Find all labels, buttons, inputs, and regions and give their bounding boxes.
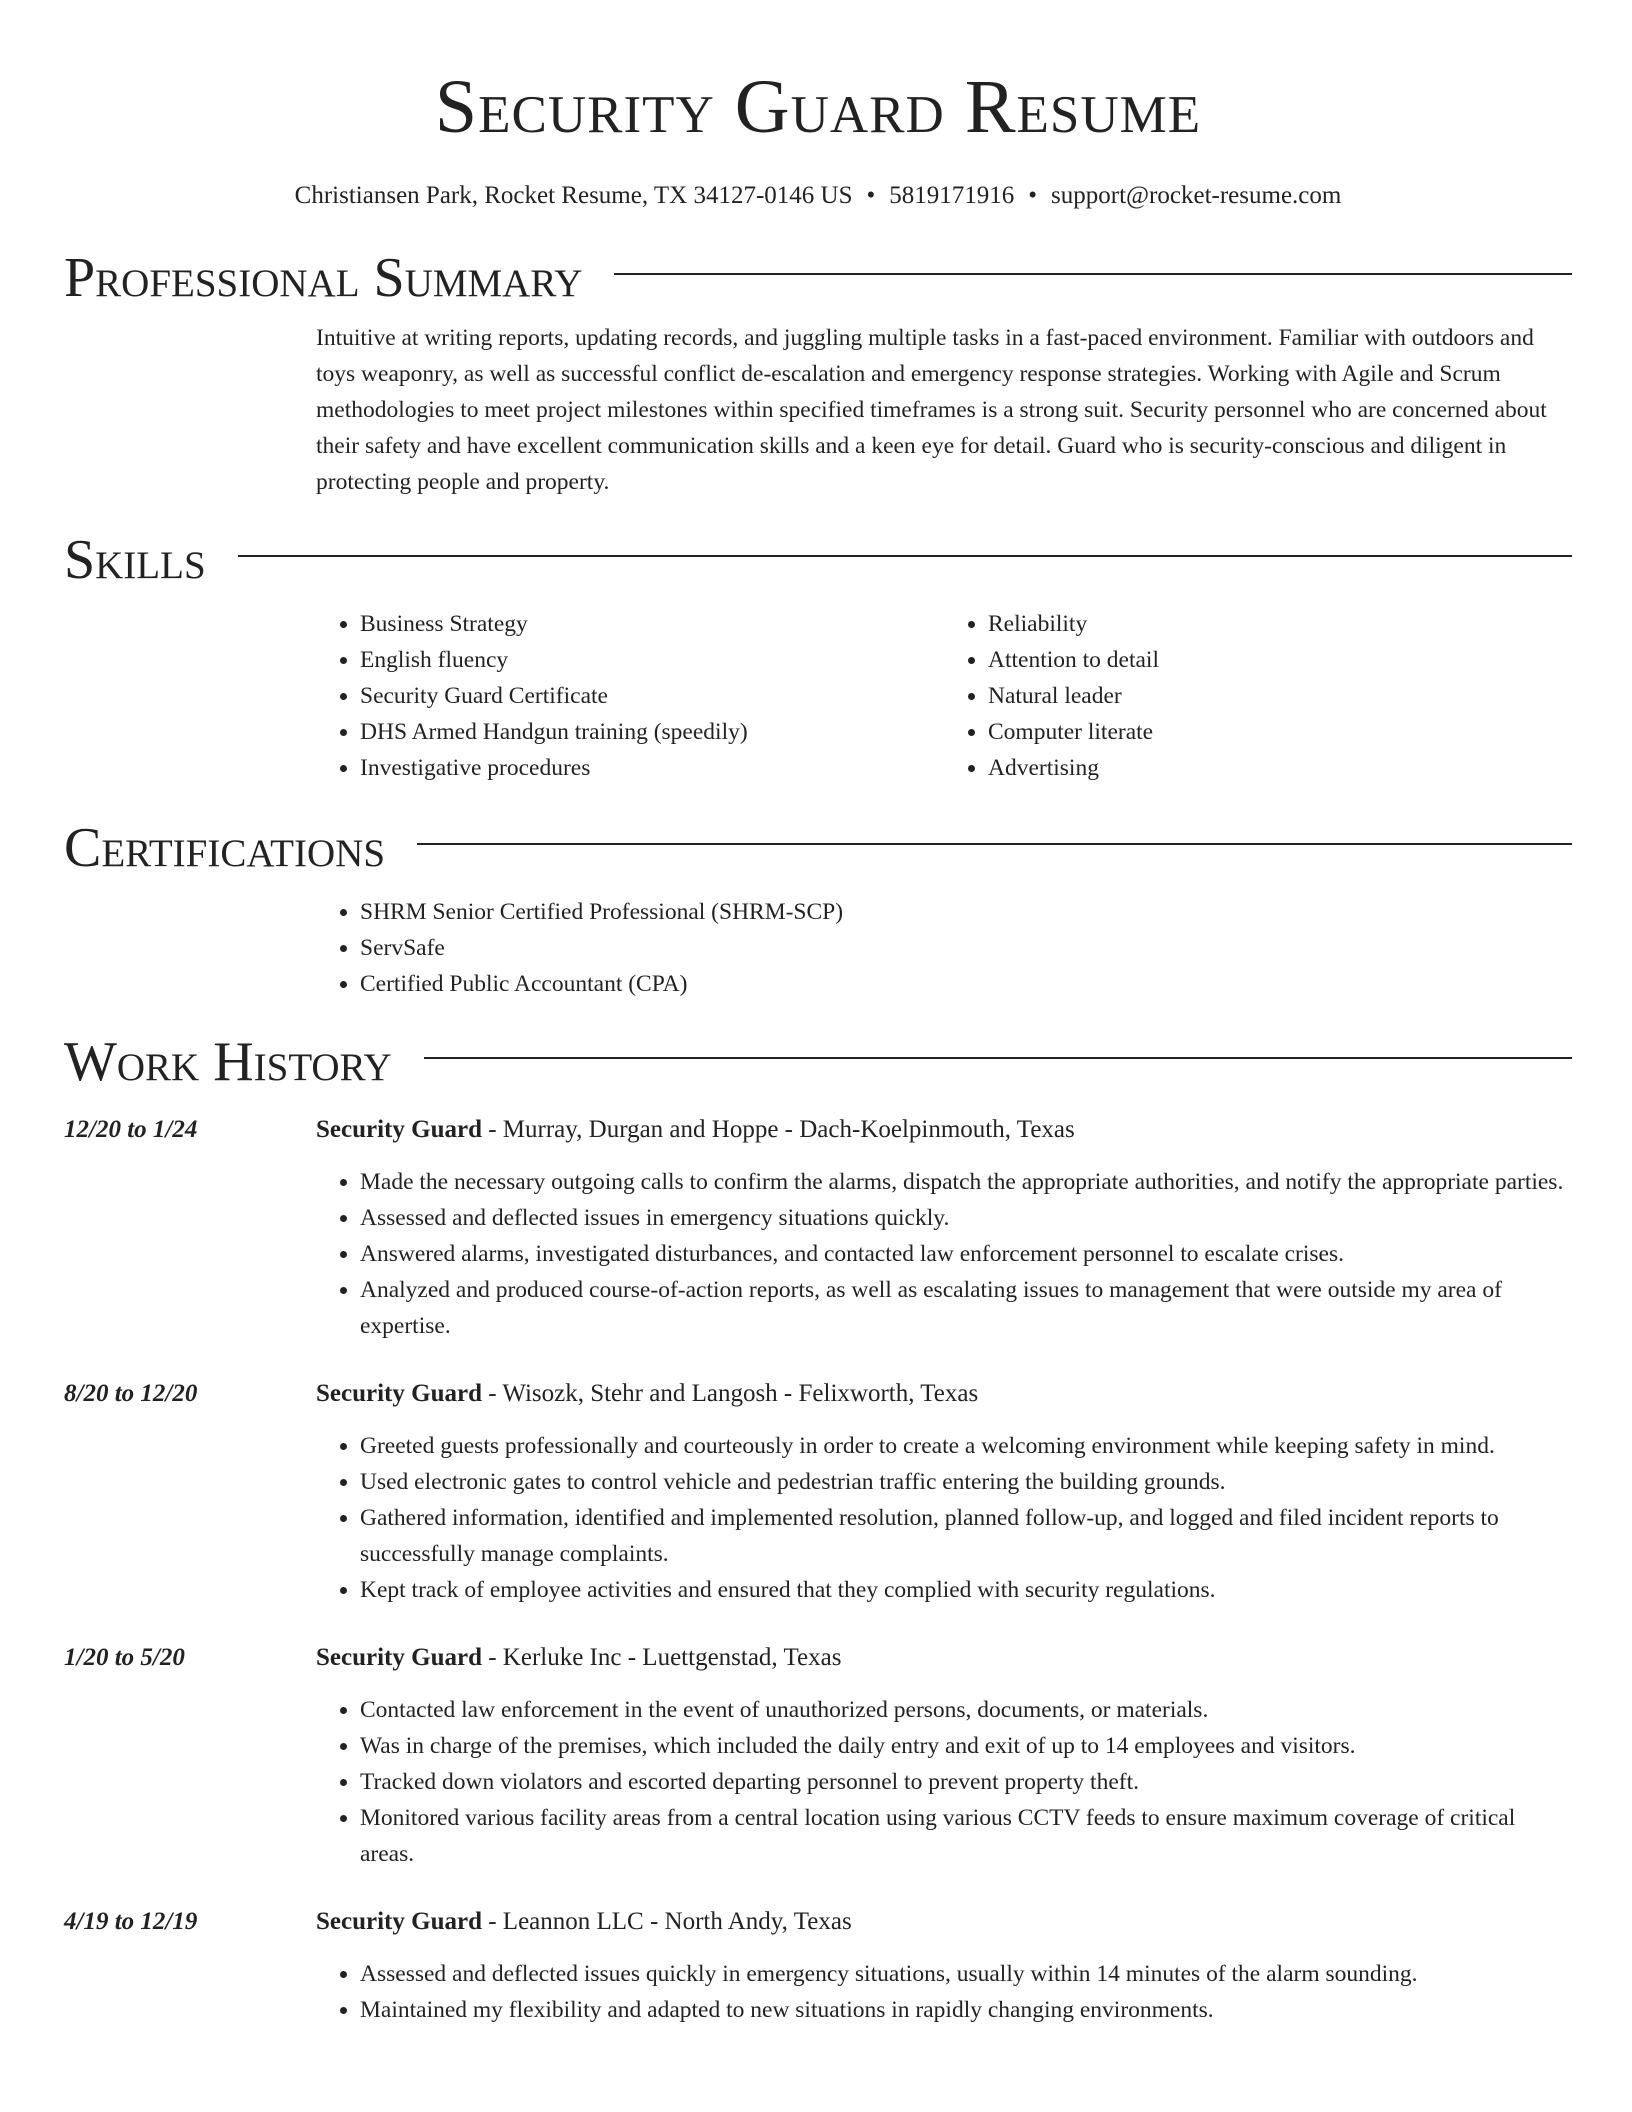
job-title: Security Guard	[316, 1116, 482, 1143]
job-duty: • Monitored various facility areas from a central location using various CCTV feeds to ensure maximum coverage of critical areas.	[360, 1800, 1572, 1872]
job-duty: • Kept track of employee activities and ensured that they complied with security regulations.	[360, 1572, 1572, 1608]
contact-line	[64, 180, 1572, 212]
job-title: Security Guard	[316, 1380, 482, 1407]
certification-item: • SHRM Senior Certified Professional (SHRM-SCP)	[360, 894, 1572, 930]
certification-item: • Certified Public Accountant (CPA)	[360, 966, 1572, 1002]
skills-list-left	[316, 606, 944, 786]
job-duty: • Assessed and deflected issues in emergency situations quickly.	[360, 1200, 1572, 1236]
job-duties-list	[316, 1164, 1572, 1344]
job-duty: • Assessed and deflected issues quickly in emergency situations, usually within 14 minutes of the alarm sounding.	[360, 1956, 1572, 1992]
job-entry	[64, 1112, 1572, 1344]
job-duties-list	[316, 1692, 1572, 1872]
job-header	[64, 1904, 1572, 1940]
certification-item: • ServSafe	[360, 930, 1572, 966]
section-divider	[238, 555, 1572, 557]
certifications-section	[64, 816, 1572, 1002]
certifications-header	[64, 816, 1572, 880]
skill-item: • Security Guard Certificate	[360, 678, 944, 714]
skills-section	[64, 528, 1572, 786]
job-duties	[316, 1428, 1572, 1608]
skill-item: • DHS Armed Handgun training (speedily)	[360, 714, 944, 750]
certifications-content	[316, 894, 1572, 1002]
job-entry	[64, 1904, 1572, 2028]
job-duty: • Answered alarms, investigated disturbances, and contacted law enforcement personnel to escalate crises.	[360, 1236, 1572, 1272]
work-history-header	[64, 1030, 1572, 1094]
job-header	[64, 1112, 1572, 1148]
skill-item: • Attention to detail	[988, 642, 1572, 678]
certifications-title: Certifications	[64, 817, 386, 879]
job-duty: • Maintained my flexibility and adapted to new situations in rapidly changing environments.	[360, 1992, 1572, 2028]
job-dates: 12/20 to 1/24	[64, 1116, 198, 1143]
skills-title: Skills	[64, 529, 206, 591]
job-duty: • Contacted law enforcement in the event of unauthorized persons, documents, or materials.	[360, 1692, 1572, 1728]
job-duty: • Was in charge of the premises, which included the daily entry and exit of up to 14 employees and visitors.	[360, 1728, 1572, 1764]
skill-item: • Investigative procedures	[360, 750, 944, 786]
job-duties-list	[316, 1428, 1572, 1608]
job-title: Security Guard	[316, 1644, 482, 1671]
skills-columns	[316, 606, 1572, 786]
contact-address: Christiansen Park, Rocket Resume, TX 34127-0146 US	[294, 182, 853, 209]
job-duty: • Greeted guests professionally and courteously in order to create a welcoming environment while keeping safety in mind.	[360, 1428, 1572, 1464]
skill-item: • English fluency	[360, 642, 944, 678]
contact-separator: •	[1028, 182, 1038, 209]
section-divider	[614, 273, 1572, 275]
section-divider	[417, 843, 1572, 845]
skill-item: • Reliability	[988, 606, 1572, 642]
job-duties	[316, 1164, 1572, 1344]
job-duties	[316, 1692, 1572, 1872]
job-employer: - Kerluke Inc - Luettgenstad, Texas	[481, 1644, 842, 1671]
work-history-title: Work History	[64, 1031, 392, 1093]
contact-separator: •	[866, 182, 876, 209]
job-duty: • Analyzed and produced course-of-action reports, as well as escalating issues to management that were outside my area of expertise.	[360, 1272, 1572, 1344]
job-heading	[316, 1376, 978, 1412]
job-title: Security Guard	[316, 1908, 482, 1935]
skill-item: • Business Strategy	[360, 606, 944, 642]
job-entry	[64, 1640, 1572, 1872]
summary-section	[64, 246, 1572, 500]
work-history-section	[64, 1030, 1572, 2028]
job-heading	[316, 1112, 1075, 1148]
job-duties	[316, 1956, 1572, 2028]
summary-content	[316, 320, 1572, 500]
job-entry	[64, 1376, 1572, 1608]
job-duties-list	[316, 1956, 1572, 2028]
job-employer: - Murray, Durgan and Hoppe - Dach-Koelpinmouth, Texas	[481, 1116, 1075, 1143]
skill-item: • Natural leader	[988, 678, 1572, 714]
job-employer: - Leannon LLC - North Andy, Texas	[481, 1908, 852, 1935]
section-divider	[424, 1057, 1572, 1059]
certifications-list	[316, 894, 1572, 1002]
summary-header	[64, 246, 1572, 310]
summary-text: Intuitive at writing reports, updating records, and juggling multiple tasks in a fast-paced environment. Familiar with outdoors and toys weaponry, as well as successful conflict de-escalation and emergency response strategies. Working with Agile and Scrum methodologies to meet project milestones within specified timeframes is a strong suit. Security personnel who are concerned about their safety and have excellent communication skills and a keen eye for detail. Guard who is security-conscious and diligent in protecting people and property.	[316, 325, 1547, 495]
contact-email: support@rocket-resume.com	[1051, 182, 1342, 209]
resume-title: Security Guard Resume	[434, 65, 1202, 149]
job-duty: • Gathered information, identified and implemented resolution, planned follow-up, and logged and filed incident reports to successfully manage complaints.	[360, 1500, 1572, 1572]
job-header	[64, 1640, 1572, 1676]
summary-title: Professional Summary	[64, 247, 583, 309]
contact-phone: 5819171916	[889, 182, 1015, 209]
job-heading	[316, 1904, 852, 1940]
job-duty: • Made the necessary outgoing calls to confirm the alarms, dispatch the appropriate authorities, and notify the appropriate parties.	[360, 1164, 1572, 1200]
job-dates: 1/20 to 5/20	[64, 1644, 185, 1671]
skills-header	[64, 528, 1572, 592]
job-dates: 8/20 to 12/20	[64, 1380, 198, 1407]
job-duty: • Used electronic gates to control vehicle and pedestrian traffic entering the building grounds.	[360, 1464, 1572, 1500]
job-header	[64, 1376, 1572, 1412]
job-duty: • Tracked down violators and escorted departing personnel to prevent property theft.	[360, 1764, 1572, 1800]
job-heading	[316, 1640, 841, 1676]
skill-item: • Advertising	[988, 750, 1572, 786]
resume-page	[64, 0, 1572, 2028]
skill-item: • Computer literate	[988, 714, 1572, 750]
skills-list-right	[944, 606, 1572, 786]
job-employer: - Wisozk, Stehr and Langosh - Felixworth, Texas	[481, 1380, 979, 1407]
job-dates: 4/19 to 12/19	[64, 1908, 198, 1935]
